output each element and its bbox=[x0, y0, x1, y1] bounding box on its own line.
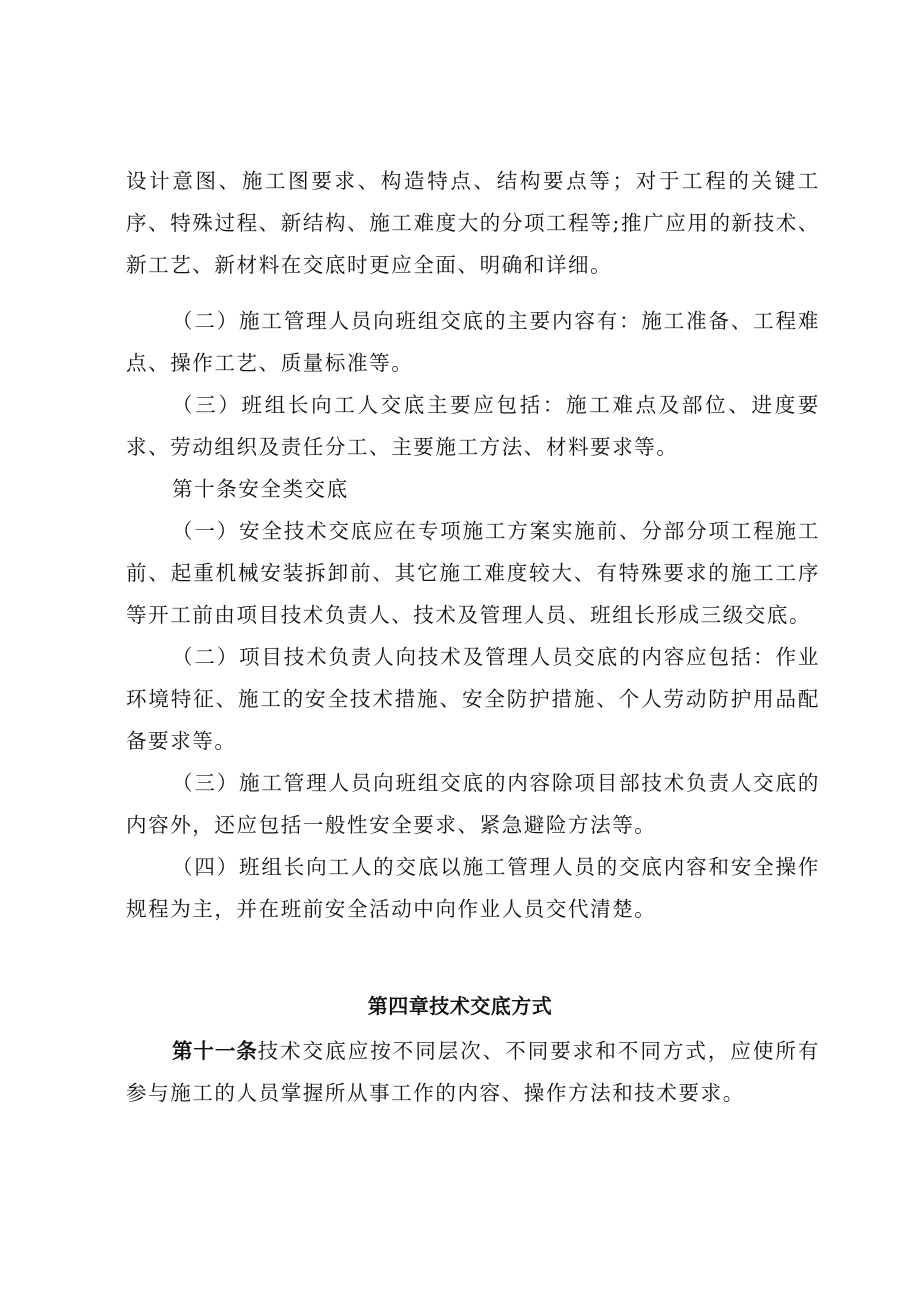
paragraph-item-3-team-leader: （三）班组长向工人交底主要应包括：施工难点及部位、进度要求、劳动组织及责任分工、主要施工方法、材料要求等。 bbox=[126, 393, 820, 459]
paragraph-safety-item-2: （二）项目技术负责人向技术及管理人员交底的内容应包括：作业环境特征、施工的安全技术措施、安全防护措施、个人劳动防护用品配备要求等。 bbox=[126, 645, 820, 753]
paragraph-safety-item-4: （四）班组长向工人的交底以施工管理人员的交底内容和安全操作规程为主，并在班前安全活动中向作业人员交代清楚。 bbox=[126, 855, 820, 921]
article-10-title: 第十条安全类交底 bbox=[172, 477, 349, 501]
article-11-paragraph bbox=[126, 1030, 820, 1114]
paragraph-item-2-management: （二）施工管理人员向班组交底的主要内容有：施工准备、工程难点、操作工艺、质量标准等。 bbox=[126, 309, 820, 375]
article-11-lead: 第十一条 bbox=[172, 1039, 258, 1063]
paragraph-design-intent: 设计意图、施工图要求、构造特点、结构要点等；对于工程的关键工序、特殊过程、新结构、施工难度大的分项工程等;推广应用的新技术、新工艺、新材料在交底时更应全面、明确和详细。 bbox=[126, 169, 820, 277]
chapter-heading: 第四章技术交底方式 bbox=[367, 994, 553, 1018]
paragraph-safety-item-3: （三）施工管理人员向班组交底的内容除项目部技术负责人交底的内容外，还应包括一般性安全要求、紧急避险方法等。 bbox=[126, 771, 820, 837]
paragraph-safety-item-1: （一）安全技术交底应在专项施工方案实施前、分部分项工程施工前、起重机械安装拆卸前、其它施工难度较大、有特殊要求的施工工序等开工前由项目技术负责人、技术及管理人员、班组长形成三级交底。 bbox=[126, 519, 820, 627]
article-11-text: 技术交底应按不同层次、不同要求和不同方式，应使所有参与施工的人员掌握所从事工作的内容、操作方法和技术要求。 bbox=[126, 1039, 821, 1105]
